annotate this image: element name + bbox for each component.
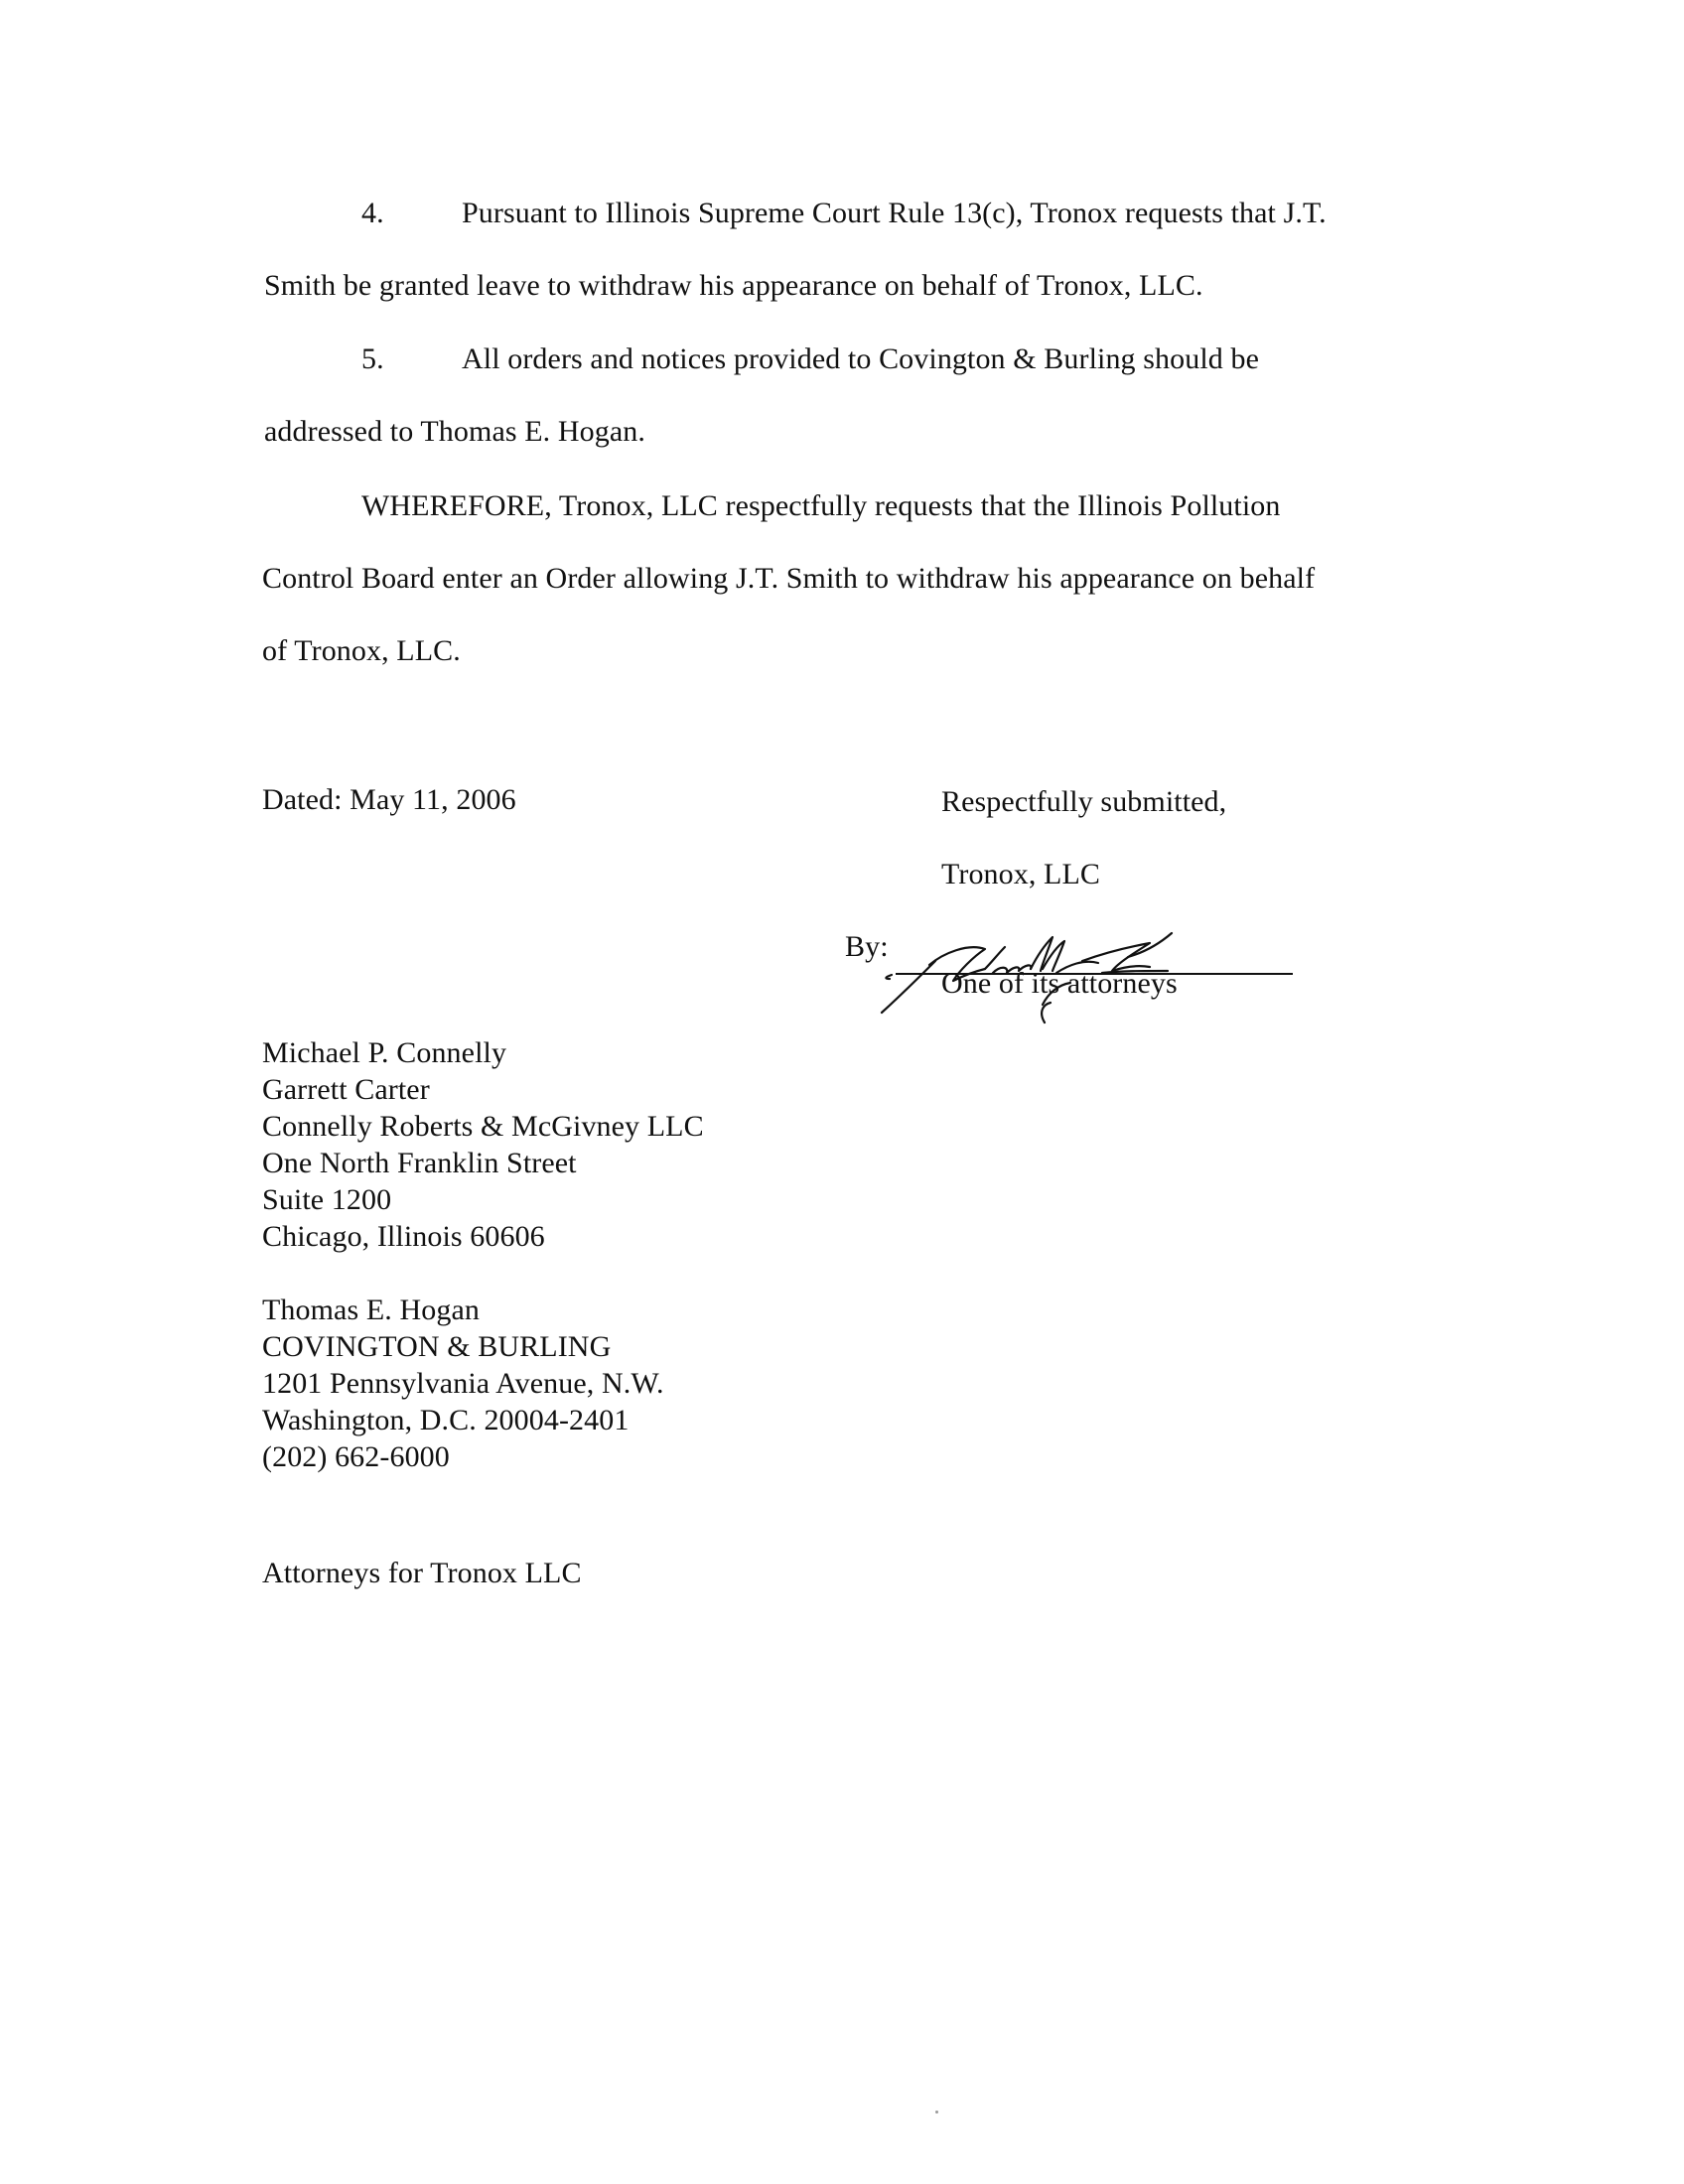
wherefore-line-2: Control Board enter an Order allowing J.T. Smith to withdraw his appearance on behalf [262, 562, 1316, 595]
attorneys-for-line: Attorneys for Tronox LLC [262, 1557, 582, 1589]
counsel-2-line: COVINGTON & BURLING [262, 1330, 612, 1363]
counsel-1-line: Connelly Roberts & McGivney LLC [262, 1110, 704, 1143]
scan-speck [935, 2111, 938, 2114]
counsel-1-line: Chicago, Illinois 60606 [262, 1220, 545, 1253]
counsel-2-line: Thomas E. Hogan [262, 1294, 480, 1326]
respectfully-submitted: Respectfully submitted, [941, 785, 1227, 818]
counsel-1-line: Michael P. Connelly [262, 1036, 507, 1069]
wherefore-line-3: of Tronox, LLC. [262, 634, 461, 667]
dated-line: Dated: May 11, 2006 [262, 783, 516, 816]
counsel-2-line: (202) 662-6000 [262, 1440, 450, 1473]
signature-caption: One of its attorneys [941, 967, 1178, 1000]
counsel-2-line: Washington, D.C. 20004-2401 [262, 1404, 630, 1436]
wherefore-line-1: WHEREFORE, Tronox, LLC respectfully requests that the Illinois Pollution [361, 489, 1281, 522]
paragraph-4-line-2: Smith be granted leave to withdraw his appearance on behalf of Tronox, LLC. [264, 269, 1203, 302]
by-label: By: [845, 930, 889, 963]
counsel-1-line: Garrett Carter [262, 1073, 430, 1106]
party-name: Tronox, LLC [941, 858, 1101, 890]
paragraph-4-line-1: Pursuant to Illinois Supreme Court Rule 13(c), Tronox requests that J.T. [462, 197, 1327, 229]
paragraph-5-line-1: All orders and notices provided to Covington & Burling should be [462, 342, 1259, 375]
counsel-1-line: Suite 1200 [262, 1183, 392, 1216]
counsel-2-line: 1201 Pennsylvania Avenue, N.W. [262, 1367, 664, 1400]
counsel-1-line: One North Franklin Street [262, 1147, 577, 1179]
paragraph-5-number: 5. [361, 342, 384, 375]
paragraph-5-line-2: addressed to Thomas E. Hogan. [264, 415, 645, 448]
paragraph-4-number: 4. [361, 197, 384, 229]
